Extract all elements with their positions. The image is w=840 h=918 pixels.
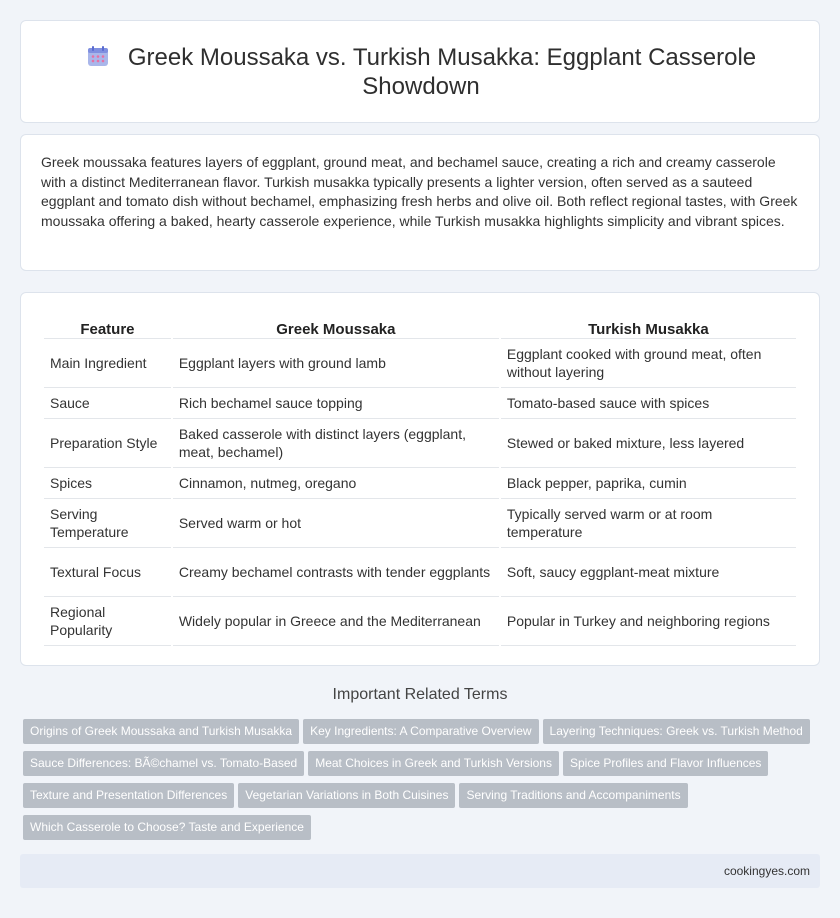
turkish-cell: Tomato-based sauce with spices: [501, 388, 796, 419]
comparison-card: [20, 292, 820, 666]
greek-cell: Served warm or hot: [173, 499, 499, 548]
header-turkish: Turkish Musakka: [501, 313, 796, 339]
greek-cell: Cinnamon, nutmeg, oregano: [173, 468, 499, 499]
related-tag[interactable]: Key Ingredients: A Comparative Overview: [303, 719, 538, 744]
calendar-icon: [86, 44, 110, 68]
tag-row: [20, 751, 820, 783]
greek-cell: Baked casserole with distinct layers (eggplant, meat, bechamel): [173, 419, 499, 468]
turkish-cell: Soft, saucy eggplant-meat mixture: [501, 548, 796, 597]
turkish-cell: Popular in Turkey and neighboring regions: [501, 597, 796, 646]
page-title-text: Greek Moussaka vs. Turkish Musakka: Eggplant Casserole Showdown: [127, 44, 757, 100]
related-terms-heading: Important Related Terms: [332, 686, 508, 703]
related-tag[interactable]: Layering Techniques: Greek vs. Turkish Method: [543, 719, 810, 744]
feature-cell: Preparation Style: [44, 419, 171, 468]
greek-cell: Creamy bechamel contrasts with tender eggplants: [173, 548, 499, 597]
turkish-cell: Eggplant cooked with ground meat, often without layering: [501, 339, 796, 388]
tag-row: [20, 783, 820, 815]
header-feature: Feature: [44, 313, 171, 339]
table-row: [44, 419, 796, 468]
table-row: [44, 388, 796, 419]
page-title: [71, 43, 771, 101]
intro-card: [20, 134, 820, 271]
comparison-table: [42, 313, 798, 646]
footer-site-link[interactable]: cookingyes.com: [723, 864, 810, 878]
related-tag[interactable]: Spice Profiles and Flavor Influences: [563, 751, 768, 776]
greek-cell: Rich bechamel sauce topping: [173, 388, 499, 419]
related-tag[interactable]: Which Casserole to Choose? Taste and Experience: [23, 815, 311, 840]
related-tag[interactable]: Texture and Presentation Differences: [23, 783, 234, 808]
header-greek: Greek Moussaka: [173, 313, 499, 339]
turkish-cell: Stewed or baked mixture, less layered: [501, 419, 796, 468]
table-header-row: [44, 313, 796, 339]
greek-cell: Eggplant layers with ground lamb: [173, 339, 499, 388]
greek-cell: Widely popular in Greece and the Mediterranean: [173, 597, 499, 646]
turkish-cell: Black pepper, paprika, cumin: [501, 468, 796, 499]
tag-row: [20, 815, 820, 847]
table-row: [44, 339, 796, 388]
related-tag[interactable]: Origins of Greek Moussaka and Turkish Musakka: [23, 719, 299, 744]
header-card: [20, 20, 820, 123]
turkish-cell: Typically served warm or at room temperature: [501, 499, 796, 548]
related-tag[interactable]: Meat Choices in Greek and Turkish Versions: [308, 751, 559, 776]
table-row: [44, 597, 796, 646]
feature-cell: Serving Temperature: [44, 499, 171, 548]
tag-row: [20, 719, 820, 751]
related-tag[interactable]: Vegetarian Variations in Both Cuisines: [238, 783, 455, 808]
title-wrap: [21, 43, 821, 101]
feature-cell: Spices: [44, 468, 171, 499]
table-row: [44, 468, 796, 499]
related-terms-tags: [20, 719, 820, 847]
table-row: [44, 499, 796, 548]
table-row: [44, 548, 796, 597]
feature-cell: Regional Popularity: [44, 597, 171, 646]
intro-paragraph: Greek moussaka features layers of eggplant, ground meat, and bechamel sauce, creating a rich and creamy casserole with a distinct Mediterranean flavor. Turkish musakka typically presents a lighter version, often served as a sauteed eggplant and tomato dish without bechamel, emphasizing fresh herbs and olive oil. Both reflect regional tastes, with Greek moussaka offering a baked, hearty casserole experience, while Turkish musakka highlights simplicity and vibrant spices.: [41, 154, 798, 229]
footer-bar: [20, 854, 820, 888]
feature-cell: Textural Focus: [44, 548, 171, 597]
related-tag[interactable]: Serving Traditions and Accompaniments: [459, 783, 687, 808]
feature-cell: Sauce: [44, 388, 171, 419]
related-tag[interactable]: Sauce Differences: BÃ©chamel vs. Tomato-Based: [23, 751, 304, 776]
feature-cell: Main Ingredient: [44, 339, 171, 388]
